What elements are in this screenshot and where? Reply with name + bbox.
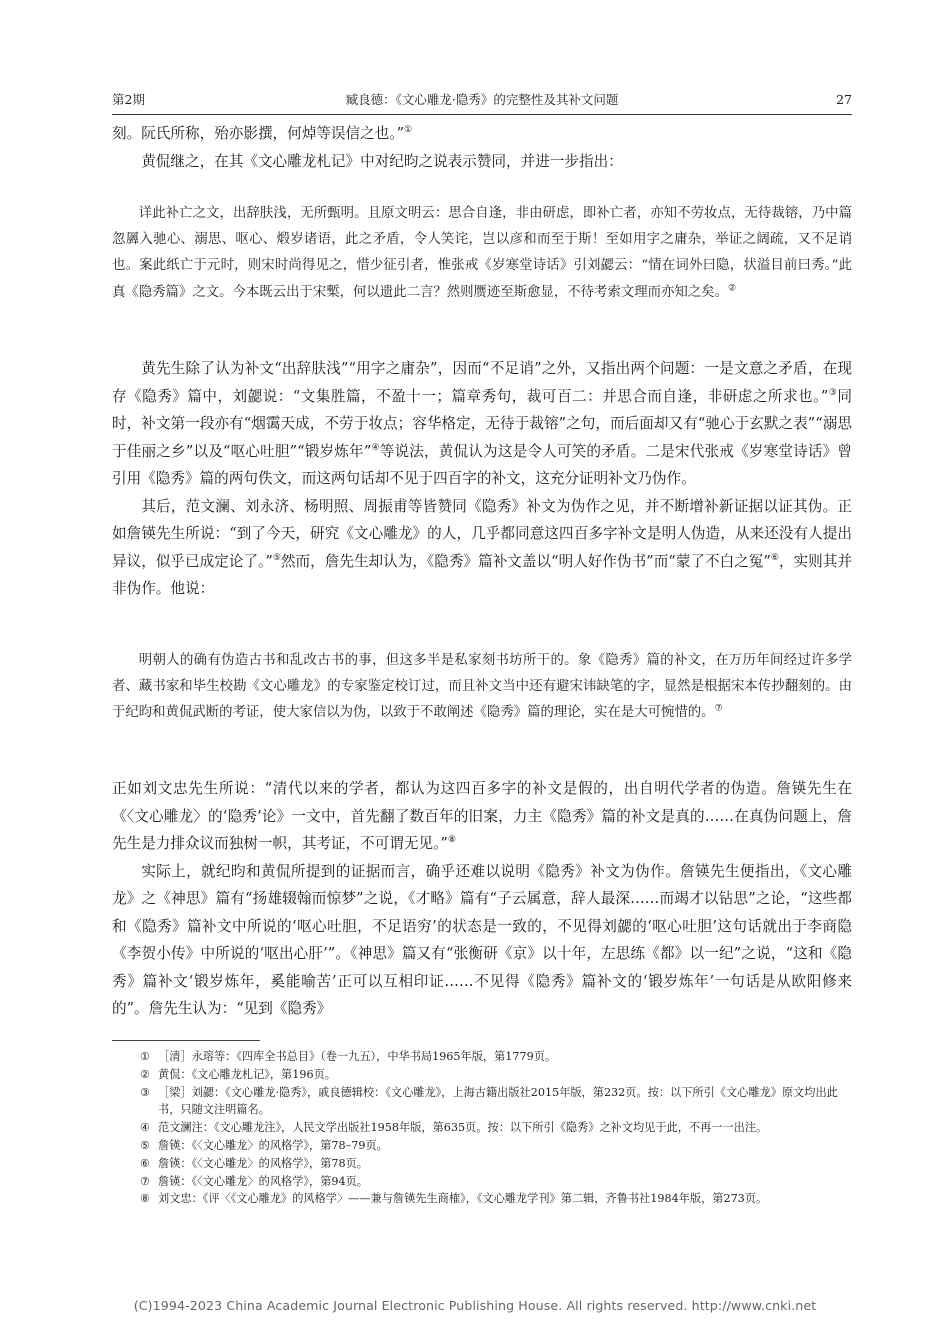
footnote-ref: ① — [404, 125, 413, 136]
footnote-ref: ⑥ — [770, 552, 779, 563]
article-running-title: 臧良德：《文心雕龙·隐秀》的完整性及其补文问题 — [345, 92, 619, 107]
issue-label: 第2期 — [112, 92, 145, 107]
footnote: ② 黄侃：《文心雕龙札记》，第196页。 — [139, 1067, 336, 1081]
footnotes — [112, 1048, 852, 1208]
paragraph: 正如刘文忠先生所说：“清代以来的学者，都认为这四百多字的补文是假的，出自明代学者的伪造。詹锳先生在《〈文心雕龙〉的‘隐秀’论》一文中，首先翻了数百年的旧案，力主《隐秀》篇的补文是真的……在真伪问题上，詹先生是力排众议而独树一帜，其考证，不可谓无见。”⑧ — [112, 780, 852, 852]
paragraph: 其后，范文澜、刘永济、杨明照、周振甫等皆赞同《隐秀》补文为伪作之见，并不断增补新证据以证其伪。正如詹锳先生所说：“到了今天，研究《文心雕龙》的人，几乎都同意这四百多字补文是明人伪造，从来还没有人提出异议，似乎已成定论了。”⑤然而，詹先生却认为，《隐秀》篇补文盖以“明人好作伪书”而“蒙了不白之冤”⑥，实则其并非伪作。他说： — [112, 497, 852, 597]
footnote: ① ［清］永瑢等：《四库全书总目》（卷一九五），中华书局1965年版，第1779页。 — [139, 1050, 557, 1063]
footnote: ③ ［梁］刘勰：《文心雕龙·隐秀》，戚良德辑校：《文心雕龙》，上海古籍出版社2015年版，第232页。按：以下所引《文心雕龙》原文均出此书，只随文注明篇名。 — [139, 1085, 838, 1117]
footnote-ref: ③ — [828, 387, 838, 398]
footnote-ref: ⑤ — [272, 552, 281, 563]
paragraph: 刻。阮氏所称，殆亦影撰，何焯等误信之也。”① — [112, 125, 413, 142]
block-quote-1: 详此补亡之文，出辞肤浅，无所甄明。且原文明云：思合自逢，非由研虑，即补亡者，亦知不劳妆点，无待裁镕，乃中篇忽羼入驰心、溺思、呕心、煅岁诸语，此之矛盾，令人笑诧，岂以彦和而至于斯！至如用字之庸杂，举证之阔疏，又不足诮也。案此纸亡于元时，则宋时尚得见之，惜少征引者，惟张戒《岁寒堂诗话》引刘勰云：“情在词外曰隐，状溢目前曰秀。”此真《隐秀篇》之文。今本既云出于宋槧，何以遗此二言？然则赝迹至斯愈显，不待考索文理而亦知之矣。② — [112, 206, 852, 300]
body-block-3 — [112, 775, 852, 1023]
paragraph: 黄侃继之，在其《文心雕龙札记》中对纪昀之说表示赞同，并进一步指出： — [141, 152, 623, 170]
footnote-ref: ⑦ — [714, 703, 723, 714]
body-block-1 — [112, 120, 852, 175]
footnote: ⑧ 刘文忠：《评〈《文心雕龙》的风格学〉——兼与詹锳先生商榷》，《文心雕龙学刊》第二辑，齐鲁书社1984年版，第273页。 — [139, 1192, 768, 1206]
footnote-ref: ⑧ — [447, 835, 456, 846]
footnote-ref: ④ — [371, 442, 380, 453]
page-number: 27 — [836, 92, 852, 107]
copyright-notice: (C)1994-2023 China Academic Journal Electronic Publishing House. All rights reserved. http://www.cnki.net — [133, 1298, 817, 1313]
footnote: ⑤ 詹锳：《〈文心雕龙〉的风格学》，第78–79页。 — [139, 1138, 388, 1152]
footnote: ⑦ 詹锳：《〈文心雕龙〉的风格学》，第94页。 — [139, 1174, 368, 1188]
paragraph: 黄先生除了认为补文“出辞肤浅”“用字之庸杂”，因而“不足诮”之外，又指出两个问题：一是文意之矛盾，在现存《隐秀》篇中，刘勰说：“文集胜篇，不盈十一；篇章秀句，裁可百二：并思合而自逢，非研虑之所求也。”③同时，补文第一段亦有“烟霭天成，不劳于妆点；容华格定，无待于裁镕”之句，而后面却又有“驰心于玄默之表”“溺思于佳丽之乡”以及“呕心吐胆”“锻岁炼年”④等说法，黄侃认为这是令人可笑的矛盾。二是宋代张戒《岁寒堂诗话》曾引用《隐秀》篇的两句佚文，而这两句话却不见于四百字的补文，这充分证明补文乃伪作。 — [112, 360, 852, 487]
body-block-2 — [112, 355, 852, 603]
block-quote-2: 明朝人的确有伪造古书和乱改古书的事，但这多半是私家刻书坊所干的。象《隐秀》篇的补文，在万历年间经过许多学者、藏书家和毕生校勘《文心雕龙》的专家鉴定校订过，而且补文当中还有避宋讳缺笔的字，显然是根据宋本传抄翻刻的。由于纪昀和黄侃武断的考证，使大家信以为伪，以致于不敢阐述《隐秀》篇的理论，实在是大可惋惜的。⑦ — [112, 653, 852, 721]
footnote: ④ 范文澜注：《文心雕龙注》，人民文学出版社1958年版，第635页。按：以下所引《隐秀》之补文均见于此，不再一一出注。 — [139, 1121, 768, 1135]
header-rule — [112, 114, 852, 115]
footnote: ⑥ 詹锳：《〈文心雕龙〉的风格学》，第78页。 — [139, 1156, 368, 1170]
paragraph: 实际上，就纪昀和黄侃所提到的证据而言，确乎还难以说明《隐秀》补文为伪作。詹锳先生便指出，《文心雕龙》之《神思》篇有“扬雄辍翰而惊梦”之说，《才略》篇有“子云属意，辞人最深……而竭才以钻思”之论，“这些都和《隐秀》篇补文中所说的‘呕心吐胆，不足语穷’的状态是一致的，不见得刘勰的‘呕心吐胆’这句话就出于李商隐《李贺小传》中所说的‘呕出心肝’”。《神思》篇又有“张衡研《京》以十年，左思练《都》以一纪”之说，“这和《隐秀》篇补文‘锻岁炼年，奚能喻苦’正可以互相印证……不见得《隐秀》篇补文的‘锻岁炼年’一句话是从欧阳修来的”。詹先生认为：“见到《隐秀》 — [112, 862, 852, 1017]
footnote-ref: ② — [727, 283, 737, 294]
footnote-rule — [112, 1040, 260, 1041]
